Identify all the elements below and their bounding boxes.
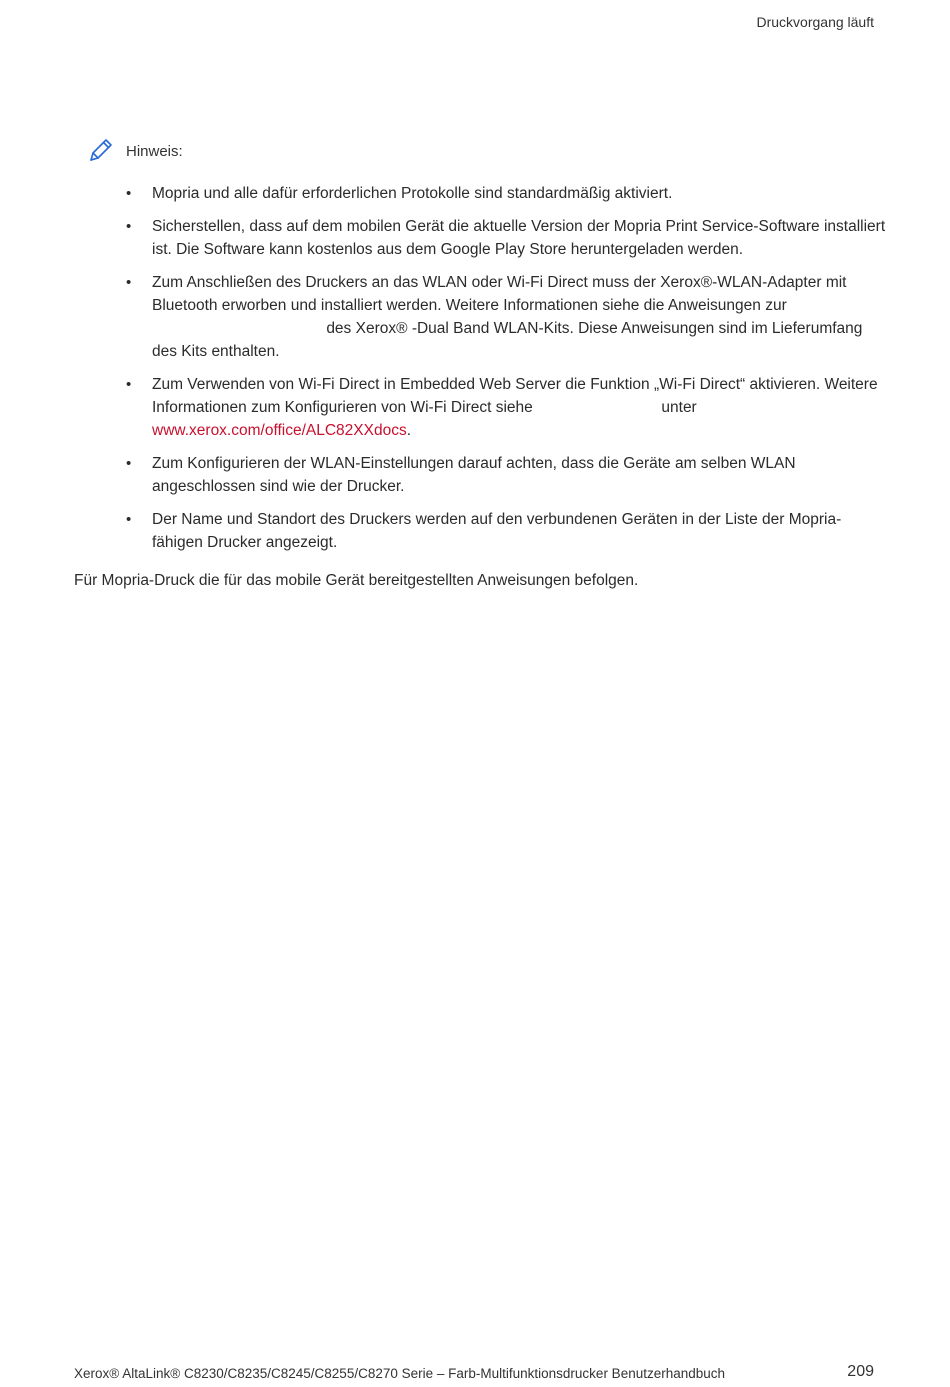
list-item-text: Der Name und Standort des Druckers werden auf den verbundenen Geräten in der Liste der Mopria-fähigen Drucker angezeigt. <box>152 511 842 551</box>
list-item-text: unter <box>661 399 697 416</box>
running-header: Druckvorgang läuft <box>756 14 874 30</box>
note-header <box>86 138 886 164</box>
bullet-icon: • <box>126 218 132 235</box>
bullet-icon: • <box>126 376 132 393</box>
list-item <box>126 215 886 261</box>
list-item <box>126 271 886 363</box>
bullet-icon: • <box>126 274 132 291</box>
body-paragraph: Für Mopria-Druck die für das mobile Gerät bereitgestellten Anweisungen befolgen. <box>74 572 639 589</box>
list-item-text: Zum Verwenden von Wi-Fi Direct in Embedded Web Server die Funktion „Wi-Fi Direct“ aktivieren. Weitere Informationen zum Konfigurieren von Wi-Fi Direct siehe <box>152 376 878 416</box>
list-item-text: Zum Anschließen des Druckers an das WLAN oder Wi-Fi Direct muss der Xerox®-WLAN-Adapter mit Bluetooth erworben und installiert werden. Weitere Informationen siehe die Anweisungen zur <box>152 274 847 314</box>
list-item-text: Mopria und alle dafür erforderlichen Protokolle sind standardmäßig aktiviert. <box>152 185 673 202</box>
list-item-text: des Xerox® -Dual Band WLAN-Kits. Diese Anweisungen sind im Lieferumfang des Kits enthalten. <box>152 320 863 360</box>
footer-title: Xerox® AltaLink® C8230/C8235/C8245/C8255/C8270 Serie – Farb-Multifunktionsdrucker Benutzerhandbuch <box>74 1366 726 1381</box>
list-item-text: . <box>406 422 412 439</box>
note-label: Hinweis: <box>126 142 183 160</box>
list-item <box>126 452 886 498</box>
bullet-icon: • <box>126 511 132 528</box>
list-item-text: Zum Konfigurieren der WLAN-Einstellungen darauf achten, dass die Geräte am selben WLAN angeschlossen sind wie der Drucker. <box>152 455 796 495</box>
bullet-icon: • <box>126 455 132 472</box>
bullet-icon: • <box>126 185 132 202</box>
list-item-text: Sicherstellen, dass auf dem mobilen Gerät die aktuelle Version der Mopria Print Service-Software installiert ist. Die Software kann kostenlos aus dem Google Play Store heruntergeladen werden. <box>152 218 886 258</box>
note-list <box>86 182 886 554</box>
pencil-icon <box>86 137 114 165</box>
note-box <box>86 138 886 564</box>
list-item <box>126 182 886 205</box>
list-item <box>126 373 886 442</box>
xerox-docs-link[interactable]: www.xerox.com/office/ALC82XXdocs <box>152 422 407 439</box>
list-item <box>126 508 886 554</box>
page-number: 209 <box>847 1363 874 1380</box>
